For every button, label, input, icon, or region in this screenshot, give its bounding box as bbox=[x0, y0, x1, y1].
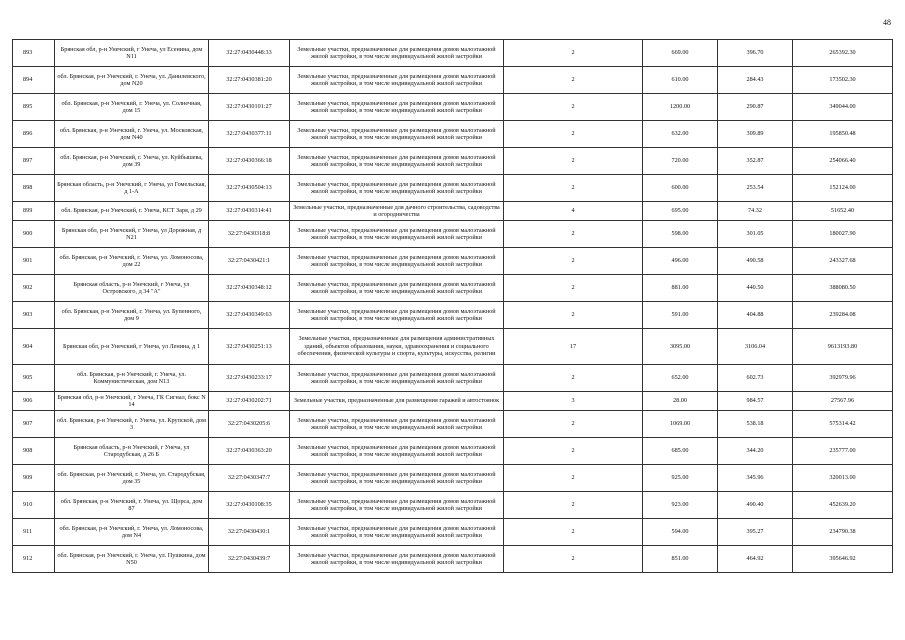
cadastral-value-cell: 243327.68 bbox=[793, 248, 893, 275]
area-cell: 600.00 bbox=[643, 175, 718, 202]
specific-value-cell: 464.92 bbox=[718, 546, 793, 573]
area-cell: 1069.00 bbox=[643, 411, 718, 438]
cadastral-number-cell: 32:27:0430363:20 bbox=[209, 438, 290, 465]
area-cell: 1200.00 bbox=[643, 94, 718, 121]
table-row bbox=[13, 465, 893, 492]
group-cell: 2 bbox=[504, 438, 643, 465]
area-cell: 669.00 bbox=[643, 40, 718, 67]
specific-value-cell: 309.89 bbox=[718, 121, 793, 148]
area-cell: 496.00 bbox=[643, 248, 718, 275]
area-cell: 28.00 bbox=[643, 392, 718, 411]
table-row bbox=[13, 275, 893, 302]
cadastral-value-cell: 27567.96 bbox=[793, 392, 893, 411]
group-cell: 4 bbox=[504, 202, 643, 221]
specific-value-cell: 404.88 bbox=[718, 302, 793, 329]
land-purpose-cell: Земельные участки, предназначенные для размещения домов малоэтажной жилой застройки, в том числе индивидуальной жилой застройки bbox=[290, 492, 504, 519]
table-row bbox=[13, 438, 893, 465]
area-cell: 632.00 bbox=[643, 121, 718, 148]
address-cell: Брянская область, р-н Унечский, г Унеча, ул Стародубская, д 26 Б bbox=[55, 438, 209, 465]
area-cell: 598.00 bbox=[643, 221, 718, 248]
group-cell: 2 bbox=[504, 221, 643, 248]
cadastral-number-cell: 32:27:0430504:13 bbox=[209, 175, 290, 202]
cadastral-value-cell: 320013.00 bbox=[793, 465, 893, 492]
table-row bbox=[13, 248, 893, 275]
row-number-cell: 904 bbox=[13, 329, 55, 365]
row-number-cell: 897 bbox=[13, 148, 55, 175]
group-cell: 2 bbox=[504, 465, 643, 492]
row-number-cell: 903 bbox=[13, 302, 55, 329]
address-cell: Брянская обл, р-н Унечский, г Унеча, ул Ленина, д 1 bbox=[55, 329, 209, 365]
row-number-cell: 912 bbox=[13, 546, 55, 573]
address-cell: обл. Брянская, р-н Унечский, г. Унеча, ул. Стародубская, дом 35 bbox=[55, 465, 209, 492]
address-cell: обл. Брянская, р-н Унечский, г. Унеча, ул. Ломоносова, дом 22 bbox=[55, 248, 209, 275]
row-number-cell: 908 bbox=[13, 438, 55, 465]
specific-value-cell: 396.70 bbox=[718, 40, 793, 67]
group-cell: 2 bbox=[504, 411, 643, 438]
cadastral-number-cell: 32:27:0430349:63 bbox=[209, 302, 290, 329]
row-number-cell: 893 bbox=[13, 40, 55, 67]
cadastral-number-cell: 32:27:0430318:8 bbox=[209, 221, 290, 248]
cadastral-value-cell: 265392.30 bbox=[793, 40, 893, 67]
page-number: 48 bbox=[883, 18, 891, 27]
address-cell: обл. Брянская, р-н Унечский, г. Унеча, ул. Московская, дом N40 bbox=[55, 121, 209, 148]
specific-value-cell: 352.87 bbox=[718, 148, 793, 175]
address-cell: Брянская область, р-н Унечский, г Унеча, ул Гомельская, д 1-А bbox=[55, 175, 209, 202]
land-purpose-cell: Земельные участки, предназначенные для размещения домов малоэтажной жилой застройки, в том числе индивидуальной жилой застройки bbox=[290, 121, 504, 148]
row-number-cell: 900 bbox=[13, 221, 55, 248]
land-purpose-cell: Земельные участки, предназначенные для размещения домов малоэтажной жилой застройки, в том числе индивидуальной жилой застройки bbox=[290, 438, 504, 465]
cadastral-value-cell: 239284.08 bbox=[793, 302, 893, 329]
area-cell: 923.00 bbox=[643, 492, 718, 519]
area-cell: 652.00 bbox=[643, 365, 718, 392]
table-row bbox=[13, 121, 893, 148]
area-cell: 881.00 bbox=[643, 275, 718, 302]
cadastral-number-cell: 32:27:0430430:1 bbox=[209, 519, 290, 546]
land-registry-table bbox=[12, 39, 893, 573]
address-cell: обл. Брянская, р-н Унечский, г. Унеча, ул. Бупенного, дом 9 bbox=[55, 302, 209, 329]
specific-value-cell: 490.40 bbox=[718, 492, 793, 519]
group-cell: 2 bbox=[504, 492, 643, 519]
row-number-cell: 907 bbox=[13, 411, 55, 438]
land-purpose-cell: Земельные участки, предназначенные для размещения домов малоэтажной жилой застройки, в том числе индивидуальной жилой застройки bbox=[290, 94, 504, 121]
table-row bbox=[13, 94, 893, 121]
table-row bbox=[13, 519, 893, 546]
cadastral-number-cell: 32:27:0430439:7 bbox=[209, 546, 290, 573]
cadastral-value-cell: 195850.48 bbox=[793, 121, 893, 148]
area-cell: 925.00 bbox=[643, 465, 718, 492]
group-cell: 17 bbox=[504, 329, 643, 365]
table-row bbox=[13, 392, 893, 411]
group-cell: 2 bbox=[504, 148, 643, 175]
group-cell: 2 bbox=[504, 121, 643, 148]
cadastral-number-cell: 32:27:0430202:71 bbox=[209, 392, 290, 411]
cadastral-number-cell: 32:27:0430366:18 bbox=[209, 148, 290, 175]
row-number-cell: 898 bbox=[13, 175, 55, 202]
row-number-cell: 910 bbox=[13, 492, 55, 519]
cadastral-value-cell: 234790.38 bbox=[793, 519, 893, 546]
specific-value-cell: 344.20 bbox=[718, 438, 793, 465]
group-cell: 2 bbox=[504, 248, 643, 275]
specific-value-cell: 290.87 bbox=[718, 94, 793, 121]
row-number-cell: 894 bbox=[13, 67, 55, 94]
group-cell: 2 bbox=[504, 40, 643, 67]
cadastral-number-cell: 32:27:0430448:33 bbox=[209, 40, 290, 67]
cadastral-number-cell: 32:27:0430377:11 bbox=[209, 121, 290, 148]
specific-value-cell: 440.50 bbox=[718, 275, 793, 302]
cadastral-number-cell: 32:27:0430381:20 bbox=[209, 67, 290, 94]
cadastral-number-cell: 32:27:0430251:13 bbox=[209, 329, 290, 365]
specific-value-cell: 538.18 bbox=[718, 411, 793, 438]
address-cell: обл. Брянская, р-н Унечский, г. Унеча, КСТ Заря, д 29 bbox=[55, 202, 209, 221]
specific-value-cell: 74.32 bbox=[718, 202, 793, 221]
land-purpose-cell: Земельные участки, предназначенные для размещения домов малоэтажной жилой застройки, в том числе индивидуальной жилой застройки bbox=[290, 175, 504, 202]
group-cell: 2 bbox=[504, 546, 643, 573]
specific-value-cell: 984.57 bbox=[718, 392, 793, 411]
row-number-cell: 909 bbox=[13, 465, 55, 492]
row-number-cell: 896 bbox=[13, 121, 55, 148]
cadastral-value-cell: 349044.00 bbox=[793, 94, 893, 121]
land-purpose-cell: Земельные участки, предназначенные для дачного строительства, садоводства и огородничества bbox=[290, 202, 504, 221]
address-cell: обл. Брянская, р-н Унечский, г. Унеча, ул. Данилевского, дом N20 bbox=[55, 67, 209, 94]
cadastral-value-cell: 152124.00 bbox=[793, 175, 893, 202]
table-row bbox=[13, 492, 893, 519]
table-row bbox=[13, 365, 893, 392]
address-cell: обл. Брянская, р-н Унечский, г. Унеча, ул. Ломоносова, дом N4 bbox=[55, 519, 209, 546]
land-purpose-cell: Земельные участки, предназначенные для размещения домов малоэтажной жилой застройки, в том числе индивидуальной жилой застройки bbox=[290, 411, 504, 438]
row-number-cell: 901 bbox=[13, 248, 55, 275]
area-cell: 720.00 bbox=[643, 148, 718, 175]
specific-value-cell: 395.27 bbox=[718, 519, 793, 546]
row-number-cell: 905 bbox=[13, 365, 55, 392]
row-number-cell: 895 bbox=[13, 94, 55, 121]
cadastral-value-cell: 9613193.80 bbox=[793, 329, 893, 365]
area-cell: 695.00 bbox=[643, 202, 718, 221]
specific-value-cell: 602.73 bbox=[718, 365, 793, 392]
group-cell: 2 bbox=[504, 94, 643, 121]
group-cell: 2 bbox=[504, 275, 643, 302]
land-purpose-cell: Земельные участки, предназначенные для размещения домов малоэтажной жилой застройки, в том числе индивидуальной жилой застройки bbox=[290, 221, 504, 248]
specific-value-cell: 3106.04 bbox=[718, 329, 793, 365]
land-purpose-cell: Земельные участки, предназначенные для размещения домов малоэтажной жилой застройки, в том числе индивидуальной жилой застройки bbox=[290, 148, 504, 175]
cadastral-value-cell: 173502.30 bbox=[793, 67, 893, 94]
specific-value-cell: 490.58 bbox=[718, 248, 793, 275]
address-cell: обл. Брянская, р-н Унечский, г. Унеча, ул. Щорса, дом 87 bbox=[55, 492, 209, 519]
address-cell: обл. Брянская, р-н Унечский, г. Унеча, ул. Крупской, дом 3 bbox=[55, 411, 209, 438]
address-cell: Брянская обл, р-н Унечский, г Унеча, ул Есенина, дом N11 bbox=[55, 40, 209, 67]
specific-value-cell: 284.43 bbox=[718, 67, 793, 94]
cadastral-number-cell: 32:27:0430108:35 bbox=[209, 492, 290, 519]
group-cell: 2 bbox=[504, 67, 643, 94]
specific-value-cell: 345.96 bbox=[718, 465, 793, 492]
table-row bbox=[13, 67, 893, 94]
land-purpose-cell: Земельные участки, предназначенные для размещения домов малоэтажной жилой застройки, в том числе индивидуальной жилой застройки bbox=[290, 546, 504, 573]
table-body bbox=[13, 40, 893, 573]
cadastral-number-cell: 32:27:0430347:7 bbox=[209, 465, 290, 492]
area-cell: 594.00 bbox=[643, 519, 718, 546]
land-purpose-cell: Земельные участки, предназначенные для размещения домов малоэтажной жилой застройки, в том числе индивидуальной жилой застройки bbox=[290, 365, 504, 392]
cadastral-number-cell: 32:27:0430205:6 bbox=[209, 411, 290, 438]
cadastral-value-cell: 575314.42 bbox=[793, 411, 893, 438]
group-cell: 2 bbox=[504, 365, 643, 392]
table-row bbox=[13, 202, 893, 221]
table-row bbox=[13, 40, 893, 67]
land-purpose-cell: Земельные участки, предназначенные для размещения административных зданий, объектов образования, науки, здравоохранения и социального обеспечения, физической культуры и спорта, культуры, искусства, религии bbox=[290, 329, 504, 365]
cadastral-value-cell: 235777.00 bbox=[793, 438, 893, 465]
land-purpose-cell: Земельные участки, предназначенные для размещения гаражей и автостоянок bbox=[290, 392, 504, 411]
area-cell: 591.00 bbox=[643, 302, 718, 329]
land-purpose-cell: Земельные участки, предназначенные для размещения домов малоэтажной жилой застройки, в том числе индивидуальной жилой застройки bbox=[290, 248, 504, 275]
table-row bbox=[13, 411, 893, 438]
table-row bbox=[13, 546, 893, 573]
row-number-cell: 911 bbox=[13, 519, 55, 546]
address-cell: обл. Брянская, р-н Унечский, г. Унеча, ул. Куйбышева, дом 39 bbox=[55, 148, 209, 175]
group-cell: 2 bbox=[504, 519, 643, 546]
land-purpose-cell: Земельные участки, предназначенные для размещения домов малоэтажной жилой застройки, в том числе индивидуальной жилой застройки bbox=[290, 67, 504, 94]
cadastral-number-cell: 32:27:0430314:41 bbox=[209, 202, 290, 221]
cadastral-value-cell: 392979.96 bbox=[793, 365, 893, 392]
table-row bbox=[13, 329, 893, 365]
land-purpose-cell: Земельные участки, предназначенные для размещения домов малоэтажной жилой застройки, в том числе индивидуальной жилой застройки bbox=[290, 465, 504, 492]
cadastral-number-cell: 32:27:0430233:17 bbox=[209, 365, 290, 392]
address-cell: Брянская область, р-н Унечский, г Унеча, ул Островского, д 34 "А" bbox=[55, 275, 209, 302]
row-number-cell: 902 bbox=[13, 275, 55, 302]
cadastral-value-cell: 388080.50 bbox=[793, 275, 893, 302]
land-purpose-cell: Земельные участки, предназначенные для размещения домов малоэтажной жилой застройки, в том числе индивидуальной жилой застройки bbox=[290, 302, 504, 329]
address-cell: Брянская обл, р-н Унечский, г Унеча, ГК Сигнал, бокс N 14 bbox=[55, 392, 209, 411]
address-cell: обл. Брянская, р-н Унечский, г. Унеча, ул. Солнечная, дом 15 bbox=[55, 94, 209, 121]
cadastral-number-cell: 32:27:0430101:27 bbox=[209, 94, 290, 121]
group-cell: 2 bbox=[504, 175, 643, 202]
address-cell: обл. Брянская, р-н Унечский, г. Унеча, ул. Коммунистическая, дом N13 bbox=[55, 365, 209, 392]
specific-value-cell: 253.54 bbox=[718, 175, 793, 202]
area-cell: 610.00 bbox=[643, 67, 718, 94]
land-purpose-cell: Земельные участки, предназначенные для размещения домов малоэтажной жилой застройки, в том числе индивидуальной жилой застройки bbox=[290, 519, 504, 546]
cadastral-number-cell: 32:27:0430348:12 bbox=[209, 275, 290, 302]
table-row bbox=[13, 302, 893, 329]
cadastral-value-cell: 452639.20 bbox=[793, 492, 893, 519]
land-purpose-cell: Земельные участки, предназначенные для размещения домов малоэтажной жилой застройки, в том числе индивидуальной жилой застройки bbox=[290, 275, 504, 302]
table-row bbox=[13, 221, 893, 248]
group-cell: 2 bbox=[504, 302, 643, 329]
cadastral-value-cell: 395646.92 bbox=[793, 546, 893, 573]
address-cell: обл. Брянская, р-н Унечский, г. Унеча, ул. Пушкина, дом N50 bbox=[55, 546, 209, 573]
cadastral-value-cell: 51652.40 bbox=[793, 202, 893, 221]
area-cell: 851.00 bbox=[643, 546, 718, 573]
table-row bbox=[13, 175, 893, 202]
row-number-cell: 906 bbox=[13, 392, 55, 411]
specific-value-cell: 301.05 bbox=[718, 221, 793, 248]
table-row bbox=[13, 148, 893, 175]
group-cell: 3 bbox=[504, 392, 643, 411]
cadastral-value-cell: 254066.40 bbox=[793, 148, 893, 175]
area-cell: 685.00 bbox=[643, 438, 718, 465]
row-number-cell: 899 bbox=[13, 202, 55, 221]
land-purpose-cell: Земельные участки, предназначенные для размещения домов малоэтажной жилой застройки, в том числе индивидуальной жилой застройки bbox=[290, 40, 504, 67]
address-cell: Брянская обл, р-н Унечский, г Унеча, ул Дорожная, д N21 bbox=[55, 221, 209, 248]
cadastral-number-cell: 32:27:0430421:1 bbox=[209, 248, 290, 275]
area-cell: 3095.00 bbox=[643, 329, 718, 365]
cadastral-value-cell: 180027.90 bbox=[793, 221, 893, 248]
